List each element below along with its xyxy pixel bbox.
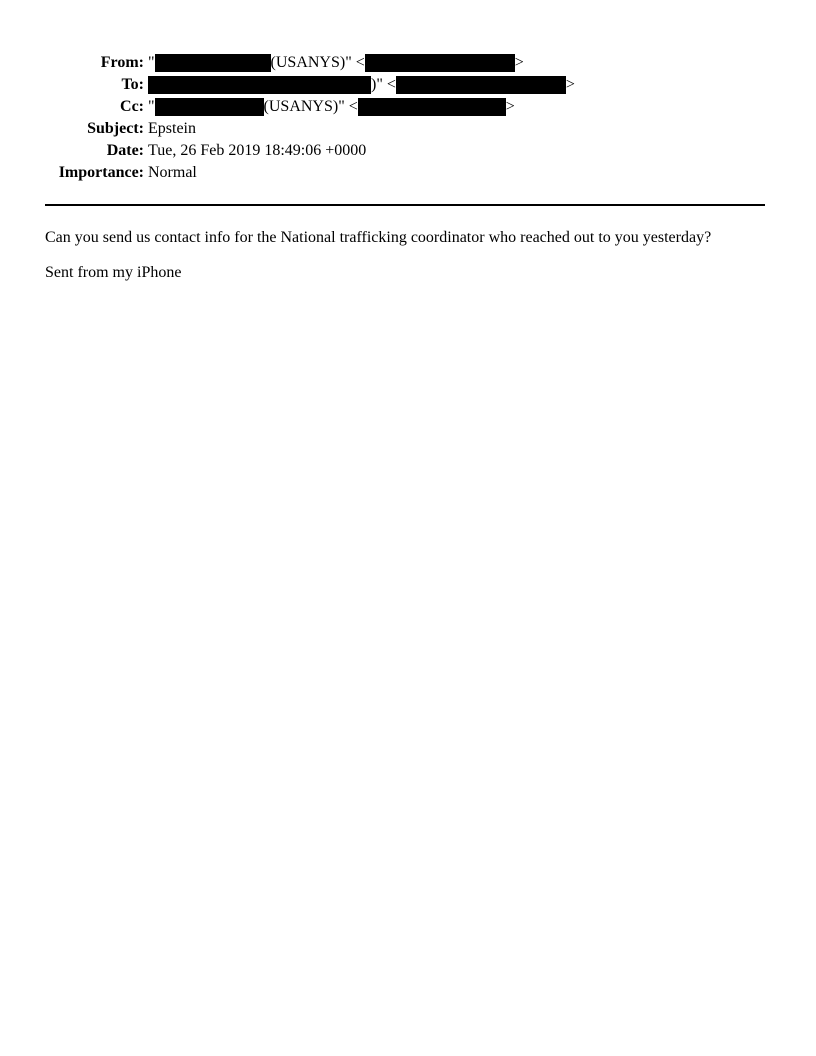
redaction-box <box>155 98 264 116</box>
from-close: > <box>514 54 524 71</box>
subject-row <box>0 118 816 140</box>
redaction-box <box>358 98 506 116</box>
subject-value: Epstein <box>148 120 196 137</box>
from-org: (USANYS)" < <box>270 54 365 71</box>
redaction-box <box>396 76 566 94</box>
from-value <box>148 52 524 74</box>
body-paragraph: Can you send us contact info for the National trafficking coordinator who reached out to you yesterday? <box>45 229 712 246</box>
cc-org: (USANYS)" < <box>263 98 358 115</box>
to-row <box>0 74 816 96</box>
date-label: Date: <box>106 142 144 159</box>
email-body <box>45 228 775 283</box>
signature-line: Sent from my iPhone <box>45 264 182 281</box>
cc-value <box>148 96 515 118</box>
to-value <box>148 74 575 96</box>
header-divider <box>45 204 765 206</box>
importance-label: Importance: <box>58 164 144 181</box>
cc-quote: " <box>148 98 155 115</box>
from-quote: " <box>148 54 155 71</box>
to-label: To: <box>121 76 144 93</box>
to-middle: )" < <box>371 76 396 93</box>
importance-row <box>0 162 816 184</box>
date-row <box>0 140 816 162</box>
importance-value: Normal <box>148 164 197 181</box>
subject-label: Subject: <box>87 120 144 137</box>
redaction-box <box>148 76 371 94</box>
cc-label: Cc: <box>120 98 144 115</box>
email-header <box>0 52 816 184</box>
to-close: > <box>565 76 575 93</box>
redaction-box <box>155 54 271 72</box>
redaction-box <box>365 54 515 72</box>
cc-row <box>0 96 816 118</box>
from-label: From: <box>100 54 144 71</box>
from-row <box>0 52 816 74</box>
cc-close: > <box>505 98 515 115</box>
date-value: Tue, 26 Feb 2019 18:49:06 +0000 <box>148 142 367 159</box>
